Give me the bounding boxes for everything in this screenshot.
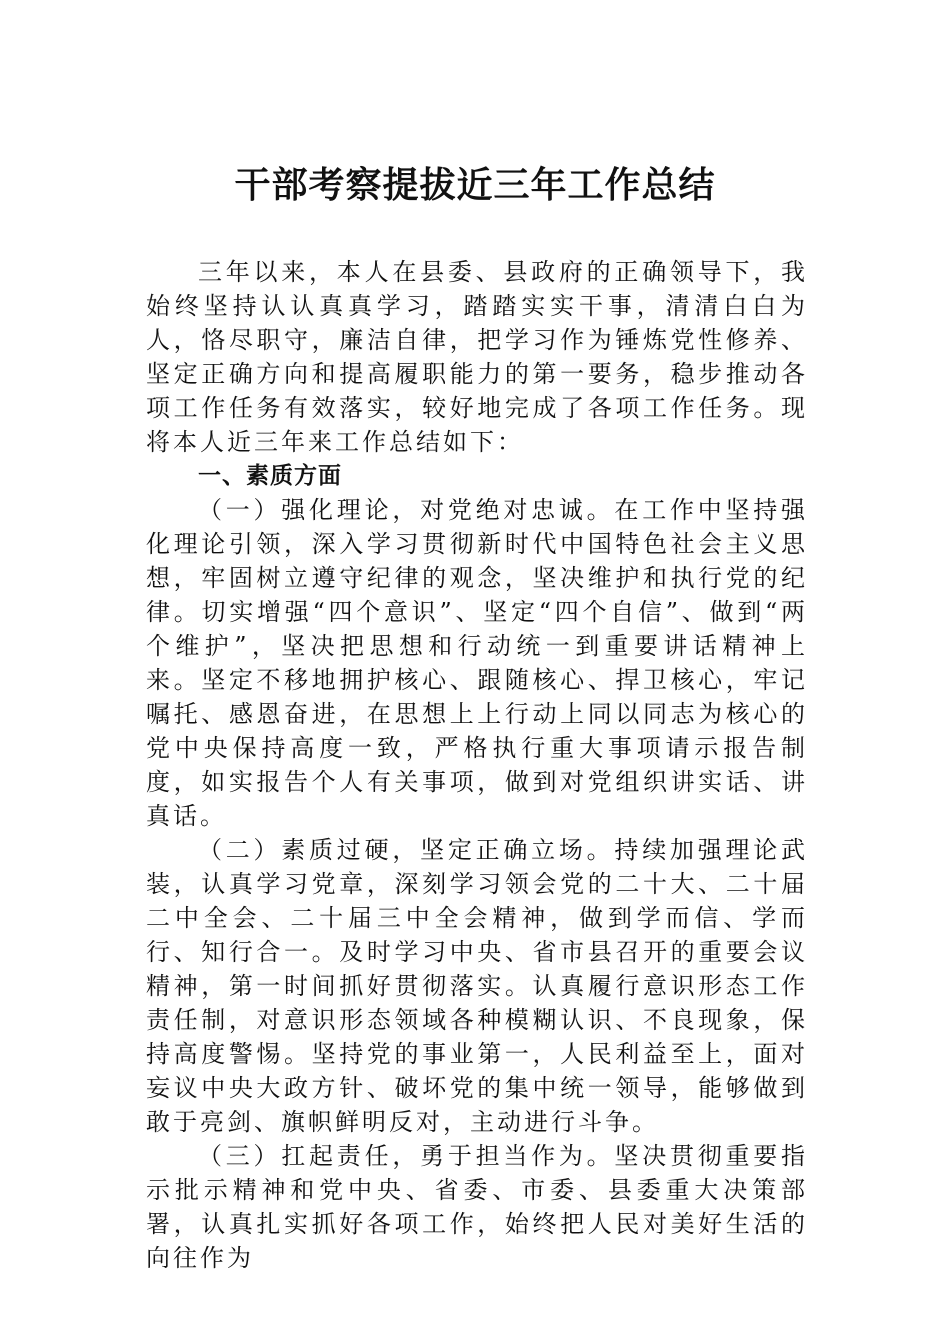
intro-paragraph: 三年以来，本人在县委、县政府的正确领导下，我始终坚持认认真真学习，踏踏实实干事，清清白白为人，恪尽职守，廉洁自律，把学习作为锤炼党性修养、坚定正确方向和提高履职能力的第一要务，稳步推动各项工作任务有效落实，较好地完成了各项工作任务。现将本人近三年来工作总结如下： (146, 258, 808, 456)
paragraph-stance: （二）素质过硬，坚定正确立场。持续加强理论武装，认真学习党章，深刻学习领会党的二十大、二十届二中全会、二十届三中全会精神，做到学而信、学而行、知行合一。及时学习中央、省市县召开的重要会议精神，第一时间抓好贯彻落实。认真履行意识形态工作责任制，对意识形态领域各种模糊认识、不良现象，保持高度警惕。坚持党的事业第一，人民利益至上，面对妄议中央大政方针、破坏党的集中统一领导，能够做到敢于亮剑、旗帜鲜明反对，主动进行斗争。 (146, 836, 808, 1136)
document-title: 干部考察提拔近三年工作总结 (234, 164, 716, 206)
section-heading-quality: 一、素质方面 (198, 463, 342, 489)
paragraph-loyalty: （一）强化理论，对党绝对忠诚。在工作中坚持强化理论引领，深入学习贯彻新时代中国特色社会主义思想，牢固树立遵守纪律的观念，坚决维护和执行党的纪律。切实增强“四个意识”、坚定“四个自信”、做到“两个维护”，坚决把思想和行动统一到重要讲话精神上来。坚定不移地拥护核心、跟随核心、捍卫核心，牢记嘱托、感恩奋进，在思想上上行动上同以同志为核心的党中央保持高度一致，严格执行重大事项请示报告制度，如实报告个人有关事项，做到对党组织讲实话、讲真话。 (146, 496, 808, 830)
document-body (146, 255, 808, 1275)
paragraph-responsibility: （三）扛起责任，勇于担当作为。坚决贯彻重要指示批示精神和党中央、省委、市委、县委重大决策部署，认真扎实抓好各项工作，始终把人民对美好生活的向往作为 (146, 1142, 808, 1272)
